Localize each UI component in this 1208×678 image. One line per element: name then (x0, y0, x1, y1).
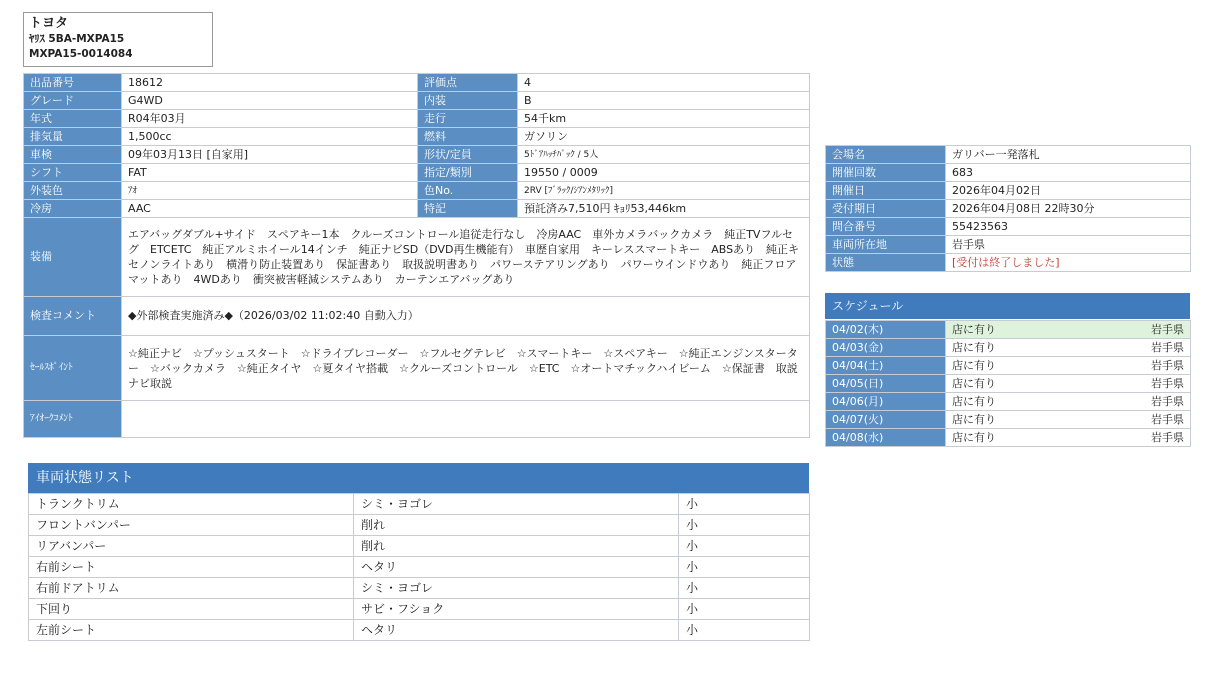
condition-level: 小 (679, 494, 810, 515)
schedule-date: 04/03(金) (826, 339, 946, 357)
spec-value: ガソリン (518, 128, 810, 146)
schedule-date: 04/04(土) (826, 357, 946, 375)
schedule-status: 店に有り (952, 322, 996, 336)
schedule-row (826, 321, 1191, 339)
spec-value: 18612 (122, 74, 418, 92)
vehicle-title-box (23, 12, 213, 67)
spec-label: 形状/定員 (418, 146, 518, 164)
auction-row (826, 146, 1191, 164)
condition-row (29, 620, 810, 641)
spec-label: 年式 (24, 110, 122, 128)
condition-row (29, 578, 810, 599)
spec-row (24, 182, 810, 200)
schedule-status: 店に有り (952, 340, 996, 354)
condition-state: サビ・フショク (354, 599, 679, 620)
schedule-cell (946, 357, 1191, 375)
condition-level: 小 (679, 515, 810, 536)
spec-value: 1,500cc (122, 128, 418, 146)
schedule-status: 店に有り (952, 430, 996, 444)
schedule-prefecture: 岩手県 (1151, 395, 1184, 408)
spec-label: 色No. (418, 182, 518, 200)
sales-point-row (24, 336, 810, 401)
auction-row (826, 254, 1191, 272)
condition-part: 下回り (29, 599, 354, 620)
spec-label: 走行 (418, 110, 518, 128)
auction-row (826, 218, 1191, 236)
schedule-prefecture: 岩手県 (1151, 431, 1184, 444)
condition-state: 削れ (354, 515, 679, 536)
spec-row (24, 110, 810, 128)
spec-value: 2RV [ﾌﾞﾗｯｸ/ｼｱﾝﾒﾀﾘｯｸ] (518, 182, 810, 200)
spec-label: シフト (24, 164, 122, 182)
equipment-row (24, 218, 810, 297)
schedule-header: スケジュール (825, 293, 1190, 319)
spec-label: 内装 (418, 92, 518, 110)
schedule-prefecture: 岩手県 (1151, 359, 1184, 372)
spec-row (24, 164, 810, 182)
spec-row (24, 200, 810, 218)
spec-value: FAT (122, 164, 418, 182)
schedule-date: 04/08(水) (826, 429, 946, 447)
sales-point-label: ｾｰﾙｽﾎﾟｲﾝﾄ (24, 336, 122, 401)
condition-row (29, 515, 810, 536)
condition-state: シミ・ヨゴレ (354, 578, 679, 599)
spec-label: 車検 (24, 146, 122, 164)
schedule-date: 04/02(木) (826, 321, 946, 339)
condition-part: リアバンパー (29, 536, 354, 557)
schedule-status: 店に有り (952, 358, 996, 372)
auction-value: ガリバー一発落札 (946, 146, 1191, 164)
spec-label: グレード (24, 92, 122, 110)
spec-value: 5ﾄﾞｱﾊｯﾁﾊﾞｯｸ / 5人 (518, 146, 810, 164)
status-value: [受付は終了しました] (946, 254, 1191, 272)
schedule-date: 04/05(日) (826, 375, 946, 393)
spec-label: 冷房 (24, 200, 122, 218)
schedule-prefecture: 岩手県 (1151, 413, 1184, 426)
condition-state: ヘタリ (354, 557, 679, 578)
condition-row (29, 599, 810, 620)
condition-row (29, 557, 810, 578)
spec-value: ｱｵ (122, 182, 418, 200)
condition-level: 小 (679, 536, 810, 557)
condition-row (29, 536, 810, 557)
spec-label: 評価点 (418, 74, 518, 92)
schedule-date: 04/07(火) (826, 411, 946, 429)
iauc-comment-text (122, 401, 810, 438)
schedule-cell (946, 339, 1191, 357)
auction-label: 開催回数 (826, 164, 946, 182)
schedule-row (826, 393, 1191, 411)
auction-label: 問合番号 (826, 218, 946, 236)
maker-name: トヨタ (29, 16, 69, 31)
schedule-cell (946, 321, 1191, 339)
inspection-row (24, 297, 810, 336)
spec-value: 54千km (518, 110, 810, 128)
auction-value: 683 (946, 164, 1191, 182)
schedule-prefecture: 岩手県 (1151, 341, 1184, 354)
spec-row (24, 128, 810, 146)
schedule-prefecture: 岩手県 (1151, 323, 1184, 336)
condition-state: 削れ (354, 536, 679, 557)
equipment-label: 装備 (24, 218, 122, 297)
sales-point-text: ☆純正ナビ ☆プッシュスタート ☆ドライブレコーダー ☆フルセグテレビ ☆スマートキー ☆スペアキー ☆純正エンジンスターター ☆バックカメラ ☆純正タイヤ ☆夏タイヤ搭載 ☆クルーズコントロール ☆ETC ☆オートマチックハイビーム ☆保証書 取説 ナビ取説 (122, 336, 810, 401)
spec-label: 外装色 (24, 182, 122, 200)
condition-part: 右前シート (29, 557, 354, 578)
auction-label: 状態 (826, 254, 946, 272)
auction-label: 開催日 (826, 182, 946, 200)
inspection-label: 検査コメント (24, 297, 122, 336)
auction-value: 55423563 (946, 218, 1191, 236)
spec-label: 特記 (418, 200, 518, 218)
schedule-cell (946, 393, 1191, 411)
iauc-comment-row (24, 401, 810, 438)
spec-value: G4WD (122, 92, 418, 110)
spec-value: AAC (122, 200, 418, 218)
schedule-cell (946, 411, 1191, 429)
auction-label: 会場名 (826, 146, 946, 164)
condition-level: 小 (679, 620, 810, 641)
condition-level: 小 (679, 599, 810, 620)
chassis-number: MXPA15-0014084 (29, 48, 133, 60)
spec-value: B (518, 92, 810, 110)
auction-row (826, 200, 1191, 218)
schedule-prefecture: 岩手県 (1151, 377, 1184, 390)
spec-value: 19550 / 0009 (518, 164, 810, 182)
condition-part: フロントバンパー (29, 515, 354, 536)
spec-table (23, 73, 810, 438)
spec-label: 指定/類別 (418, 164, 518, 182)
schedule-row (826, 357, 1191, 375)
schedule-status: 店に有り (952, 394, 996, 408)
condition-state: ヘタリ (354, 620, 679, 641)
schedule-status: 店に有り (952, 376, 996, 390)
schedule-status: 店に有り (952, 412, 996, 426)
condition-part: 左前シート (29, 620, 354, 641)
schedule-cell (946, 375, 1191, 393)
spec-row (24, 74, 810, 92)
auction-row (826, 164, 1191, 182)
auction-value: 岩手県 (946, 236, 1191, 254)
spec-value: 09年03月13日 [自家用] (122, 146, 418, 164)
auction-row (826, 236, 1191, 254)
schedule-cell (946, 429, 1191, 447)
equipment-text: エアバッグダブル+サイド スペアキー1本 クルーズコントロール追従走行なし 冷房AAC 車外カメラバックカメラ 純正TVフルセグ ETCETC 純正アルミホイール14インチ 純正ナビSD（DVD再生機能有） 車歴自家用 キーレススマートキー ABSあり 純正キセノンライトあり 横滑り防止装置あり 保証書あり 取扱説明書あり パワーステアリングあり パワーウインドウあり 純正フロアマットあり 4WDあり 衝突被害軽減システムあり カーテンエアバッグあり (122, 218, 810, 297)
inspection-text: ◆外部検査実施済み◆（2026/03/02 11:02:40 自動入力） (122, 297, 810, 336)
schedule-row (826, 339, 1191, 357)
schedule-date: 04/06(月) (826, 393, 946, 411)
spec-value: 預託済み7,510円 ｷｮﾘ53,446km (518, 200, 810, 218)
condition-part: 右前ドアトリム (29, 578, 354, 599)
spec-value: R04年03月 (122, 110, 418, 128)
schedule-table (825, 320, 1191, 447)
condition-state: シミ・ヨゴレ (354, 494, 679, 515)
spec-row (24, 92, 810, 110)
condition-list-header: 車両状態リスト (28, 463, 809, 493)
schedule-row (826, 375, 1191, 393)
spec-label: 出品番号 (24, 74, 122, 92)
schedule-row (826, 411, 1191, 429)
auction-label: 受付期日 (826, 200, 946, 218)
auction-value: 2026年04月02日 (946, 182, 1191, 200)
auction-label: 車両所在地 (826, 236, 946, 254)
condition-level: 小 (679, 578, 810, 599)
iauc-comment-label: ｱｲｵｰｸｺﾒﾝﾄ (24, 401, 122, 438)
spec-row (24, 146, 810, 164)
model-code: ﾔﾘｽ 5BA-MXPA15 (29, 33, 125, 45)
auction-value: 2026年04月08日 22時30分 (946, 200, 1191, 218)
condition-table (28, 493, 810, 641)
spec-value: 4 (518, 74, 810, 92)
condition-row (29, 494, 810, 515)
condition-level: 小 (679, 557, 810, 578)
spec-label: 排気量 (24, 128, 122, 146)
auction-row (826, 182, 1191, 200)
auction-info-table (825, 145, 1191, 272)
condition-part: トランクトリム (29, 494, 354, 515)
spec-label: 燃料 (418, 128, 518, 146)
schedule-row (826, 429, 1191, 447)
